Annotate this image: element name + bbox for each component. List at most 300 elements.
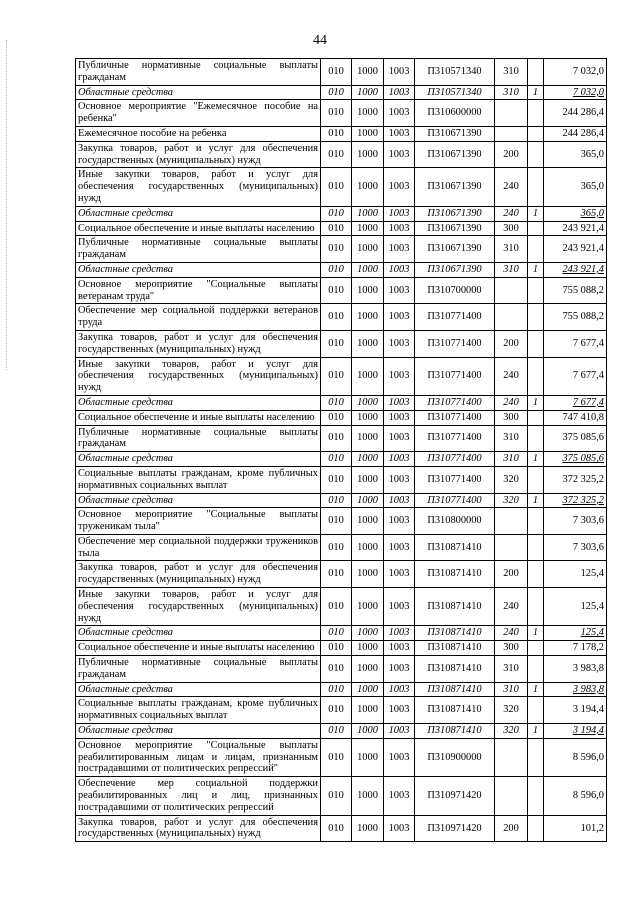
table-row (76, 738, 607, 776)
section-code: 1000 (352, 466, 384, 493)
amount: 125,4 (544, 561, 607, 588)
admin-code: 010 (321, 641, 352, 656)
table-row (76, 221, 607, 236)
amount: 375 085,6 (544, 425, 607, 452)
amount: 7 032,0 (544, 59, 607, 86)
amount: 7 303,6 (544, 508, 607, 535)
admin-code: 010 (321, 395, 352, 410)
section-code: 1000 (352, 141, 384, 168)
table-row (76, 126, 607, 141)
subsection-code: 1003 (384, 85, 415, 100)
table-row (76, 425, 607, 452)
amount: 3 983,8 (544, 656, 607, 683)
subsection-code: 1003 (384, 641, 415, 656)
target-article-code: П310771400 (415, 304, 495, 331)
expense-name: Закупка товаров, работ и услуг для обеспечения государственных (муниципальных) нужд (76, 330, 321, 357)
section-code: 1000 (352, 777, 384, 815)
table-row (76, 588, 607, 626)
expense-name: Областные средства (76, 682, 321, 697)
subsection-code: 1003 (384, 126, 415, 141)
expense-name: Закупка товаров, работ и услуг для обеспечения государственных (муниципальных) нужд (76, 815, 321, 842)
amount: 244 286,4 (544, 126, 607, 141)
table-row (76, 815, 607, 842)
admin-code: 010 (321, 85, 352, 100)
subsection-code: 1003 (384, 452, 415, 467)
admin-code: 010 (321, 330, 352, 357)
expense-name: Основное мероприятие "Социальные выплаты ветеранам труда" (76, 277, 321, 304)
expense-name: Ежемесячное пособие на ребенка (76, 126, 321, 141)
section-code: 1000 (352, 626, 384, 641)
section-code: 1000 (352, 561, 384, 588)
subsection-code: 1003 (384, 466, 415, 493)
table-row (76, 452, 607, 467)
admin-code: 010 (321, 236, 352, 263)
amount: 7 178,2 (544, 641, 607, 656)
table-row (76, 561, 607, 588)
table-row (76, 100, 607, 127)
expense-name: Публичные нормативные социальные выплаты гражданам (76, 425, 321, 452)
admin-code: 010 (321, 588, 352, 626)
funding-source-code: 1 (528, 85, 544, 100)
amount: 3 194,4 (544, 697, 607, 724)
funding-source-code (528, 410, 544, 425)
table-row (76, 262, 607, 277)
subsection-code: 1003 (384, 168, 415, 206)
table-row (76, 682, 607, 697)
subsection-code: 1003 (384, 277, 415, 304)
section-code: 1000 (352, 738, 384, 776)
expense-type-code: 240 (495, 626, 528, 641)
subsection-code: 1003 (384, 262, 415, 277)
admin-code: 010 (321, 262, 352, 277)
funding-source-code (528, 221, 544, 236)
funding-source-code (528, 277, 544, 304)
funding-source-code: 1 (528, 206, 544, 221)
target-article-code: П310871410 (415, 561, 495, 588)
admin-code: 010 (321, 168, 352, 206)
section-code: 1000 (352, 452, 384, 467)
expense-type-code: 200 (495, 141, 528, 168)
section-code: 1000 (352, 493, 384, 508)
section-code: 1000 (352, 682, 384, 697)
expense-name: Публичные нормативные социальные выплаты гражданам (76, 59, 321, 86)
target-article-code: П310771400 (415, 493, 495, 508)
funding-source-code (528, 126, 544, 141)
table-row (76, 59, 607, 86)
admin-code: 010 (321, 126, 352, 141)
expense-type-code: 200 (495, 330, 528, 357)
funding-source-code: 1 (528, 682, 544, 697)
funding-source-code (528, 777, 544, 815)
subsection-code: 1003 (384, 534, 415, 561)
expense-type-code: 200 (495, 561, 528, 588)
target-article-code: П310871410 (415, 656, 495, 683)
table-row (76, 626, 607, 641)
amount: 755 088,2 (544, 277, 607, 304)
subsection-code: 1003 (384, 425, 415, 452)
expense-type-code: 310 (495, 262, 528, 277)
target-article-code: П310771400 (415, 357, 495, 395)
expense-name: Обеспечение мер социальной поддержки реабилитированных лиц и лиц, признанных пострадавшими от политических репрессий (76, 777, 321, 815)
table-row (76, 641, 607, 656)
admin-code: 010 (321, 357, 352, 395)
target-article-code: П310800000 (415, 508, 495, 535)
section-code: 1000 (352, 641, 384, 656)
amount: 7 677,4 (544, 330, 607, 357)
subsection-code: 1003 (384, 588, 415, 626)
target-article-code: П310671390 (415, 126, 495, 141)
page-number: 44 (313, 33, 327, 48)
section-code: 1000 (352, 330, 384, 357)
funding-source-code (528, 656, 544, 683)
section-code: 1000 (352, 357, 384, 395)
funding-source-code: 1 (528, 493, 544, 508)
amount: 125,4 (544, 626, 607, 641)
expense-name: Закупка товаров, работ и услуг для обеспечения государственных (муниципальных) нужд (76, 141, 321, 168)
admin-code: 010 (321, 277, 352, 304)
admin-code: 010 (321, 493, 352, 508)
funding-source-code: 1 (528, 724, 544, 739)
subsection-code: 1003 (384, 738, 415, 776)
amount: 747 410,8 (544, 410, 607, 425)
subsection-code: 1003 (384, 330, 415, 357)
subsection-code: 1003 (384, 206, 415, 221)
expense-type-code (495, 534, 528, 561)
expense-name: Социальные выплаты гражданам, кроме публичных нормативных социальных выплат (76, 697, 321, 724)
expense-type-code: 240 (495, 168, 528, 206)
table-row (76, 534, 607, 561)
expense-type-code: 320 (495, 466, 528, 493)
subsection-code: 1003 (384, 304, 415, 331)
target-article-code: П310771400 (415, 410, 495, 425)
admin-code: 010 (321, 508, 352, 535)
budget-table (75, 58, 607, 842)
admin-code: 010 (321, 724, 352, 739)
admin-code: 010 (321, 221, 352, 236)
target-article-code: П310671390 (415, 168, 495, 206)
table-row (76, 656, 607, 683)
amount: 375 085,6 (544, 452, 607, 467)
subsection-code: 1003 (384, 724, 415, 739)
amount: 3 983,8 (544, 682, 607, 697)
funding-source-code (528, 697, 544, 724)
amount: 8 596,0 (544, 777, 607, 815)
target-article-code: П310971420 (415, 777, 495, 815)
target-article-code: П310871410 (415, 588, 495, 626)
expense-type-code: 310 (495, 452, 528, 467)
section-code: 1000 (352, 410, 384, 425)
expense-type-code: 310 (495, 425, 528, 452)
expense-type-code: 310 (495, 682, 528, 697)
subsection-code: 1003 (384, 682, 415, 697)
subsection-code: 1003 (384, 236, 415, 263)
funding-source-code (528, 141, 544, 168)
target-article-code: П310771400 (415, 395, 495, 410)
admin-code: 010 (321, 141, 352, 168)
table-row (76, 724, 607, 739)
funding-source-code (528, 561, 544, 588)
expense-name: Иные закупки товаров, работ и услуг для обеспечения государственных (муниципальных) нужд (76, 357, 321, 395)
subsection-code: 1003 (384, 100, 415, 127)
section-code: 1000 (352, 425, 384, 452)
admin-code: 010 (321, 656, 352, 683)
section-code: 1000 (352, 395, 384, 410)
admin-code: 010 (321, 59, 352, 86)
admin-code: 010 (321, 452, 352, 467)
target-article-code: П310871410 (415, 682, 495, 697)
expense-name: Обеспечение мер социальной поддержки ветеранов труда (76, 304, 321, 331)
target-article-code: П310871410 (415, 724, 495, 739)
target-article-code: П310871410 (415, 626, 495, 641)
table-row (76, 508, 607, 535)
amount: 3 194,4 (544, 724, 607, 739)
target-article-code: П310971420 (415, 815, 495, 842)
subsection-code: 1003 (384, 410, 415, 425)
expense-name: Областные средства (76, 395, 321, 410)
admin-code: 010 (321, 777, 352, 815)
amount: 372 325,2 (544, 493, 607, 508)
target-article-code: П310900000 (415, 738, 495, 776)
amount: 365,0 (544, 168, 607, 206)
expense-type-code (495, 508, 528, 535)
subsection-code: 1003 (384, 493, 415, 508)
amount: 243 921,4 (544, 236, 607, 263)
subsection-code: 1003 (384, 777, 415, 815)
target-article-code: П310700000 (415, 277, 495, 304)
section-code: 1000 (352, 262, 384, 277)
admin-code: 010 (321, 425, 352, 452)
table-row (76, 697, 607, 724)
expense-name: Публичные нормативные социальные выплаты гражданам (76, 656, 321, 683)
section-code: 1000 (352, 508, 384, 535)
amount: 244 286,4 (544, 100, 607, 127)
expense-type-code: 300 (495, 641, 528, 656)
funding-source-code: 1 (528, 262, 544, 277)
expense-type-code (495, 738, 528, 776)
admin-code: 010 (321, 738, 352, 776)
table-row (76, 304, 607, 331)
expense-name: Обеспечение мер социальной поддержки тружеников тыла (76, 534, 321, 561)
expense-type-code: 240 (495, 206, 528, 221)
section-code: 1000 (352, 236, 384, 263)
subsection-code: 1003 (384, 656, 415, 683)
admin-code: 010 (321, 561, 352, 588)
amount: 243 921,4 (544, 221, 607, 236)
funding-source-code (528, 330, 544, 357)
funding-source-code (528, 738, 544, 776)
funding-source-code (528, 534, 544, 561)
subsection-code: 1003 (384, 357, 415, 395)
target-article-code: П310671390 (415, 262, 495, 277)
target-article-code: П310871410 (415, 534, 495, 561)
section-code: 1000 (352, 656, 384, 683)
funding-source-code (528, 168, 544, 206)
section-code: 1000 (352, 126, 384, 141)
section-code: 1000 (352, 724, 384, 739)
expense-type-code: 240 (495, 357, 528, 395)
funding-source-code (528, 59, 544, 86)
expense-name: Основное мероприятие "Ежемесячное пособие на ребенка" (76, 100, 321, 127)
target-article-code: П310671390 (415, 206, 495, 221)
expense-type-code (495, 126, 528, 141)
admin-code: 010 (321, 815, 352, 842)
expense-name: Областные средства (76, 493, 321, 508)
expense-type-code: 300 (495, 221, 528, 236)
table-row (76, 330, 607, 357)
admin-code: 010 (321, 304, 352, 331)
target-article-code: П310571340 (415, 85, 495, 100)
expense-type-code: 310 (495, 656, 528, 683)
target-article-code: П310771400 (415, 425, 495, 452)
funding-source-code: 1 (528, 395, 544, 410)
target-article-code: П310771400 (415, 466, 495, 493)
admin-code: 010 (321, 534, 352, 561)
section-code: 1000 (352, 815, 384, 842)
table-row (76, 493, 607, 508)
target-article-code: П310771400 (415, 330, 495, 357)
expense-type-code (495, 304, 528, 331)
funding-source-code (528, 357, 544, 395)
funding-source-code (528, 466, 544, 493)
subsection-code: 1003 (384, 815, 415, 842)
subsection-code: 1003 (384, 221, 415, 236)
expense-name: Иные закупки товаров, работ и услуг для обеспечения государственных (муниципальных) нужд (76, 168, 321, 206)
expense-name: Основное мероприятие "Социальные выплаты труженикам тыла" (76, 508, 321, 535)
expense-name: Социальные выплаты гражданам, кроме публичных нормативных социальных выплат (76, 466, 321, 493)
amount: 755 088,2 (544, 304, 607, 331)
target-article-code: П310871410 (415, 697, 495, 724)
expense-name: Социальное обеспечение и иные выплаты населению (76, 410, 321, 425)
amount: 8 596,0 (544, 738, 607, 776)
funding-source-code (528, 425, 544, 452)
funding-source-code: 1 (528, 452, 544, 467)
target-article-code: П310671390 (415, 141, 495, 168)
margin-marks (6, 40, 9, 370)
section-code: 1000 (352, 304, 384, 331)
expense-name: Основное мероприятие "Социальные выплаты реабилитированным лицам и лицам, признанным пострадавшими от политических репрессий" (76, 738, 321, 776)
admin-code: 010 (321, 682, 352, 697)
expense-type-code: 320 (495, 493, 528, 508)
amount: 7 677,4 (544, 357, 607, 395)
expense-type-code: 310 (495, 59, 528, 86)
subsection-code: 1003 (384, 508, 415, 535)
target-article-code: П310671390 (415, 221, 495, 236)
subsection-code: 1003 (384, 59, 415, 86)
amount: 372 325,2 (544, 466, 607, 493)
subsection-code: 1003 (384, 395, 415, 410)
expense-name: Публичные нормативные социальные выплаты гражданам (76, 236, 321, 263)
target-article-code: П310600000 (415, 100, 495, 127)
target-article-code: П310671390 (415, 236, 495, 263)
target-article-code: П310571340 (415, 59, 495, 86)
expense-name: Закупка товаров, работ и услуг для обеспечения государственных (муниципальных) нужд (76, 561, 321, 588)
expense-name: Иные закупки товаров, работ и услуг для обеспечения государственных (муниципальных) нужд (76, 588, 321, 626)
funding-source-code (528, 641, 544, 656)
funding-source-code (528, 100, 544, 127)
table-row (76, 236, 607, 263)
amount: 7 677,4 (544, 395, 607, 410)
amount: 243 921,4 (544, 262, 607, 277)
section-code: 1000 (352, 534, 384, 561)
expense-name: Областные средства (76, 85, 321, 100)
subsection-code: 1003 (384, 561, 415, 588)
funding-source-code: 1 (528, 626, 544, 641)
subsection-code: 1003 (384, 626, 415, 641)
expense-type-code: 240 (495, 588, 528, 626)
amount: 365,0 (544, 141, 607, 168)
expense-name: Социальное обеспечение и иные выплаты населению (76, 221, 321, 236)
subsection-code: 1003 (384, 141, 415, 168)
admin-code: 010 (321, 100, 352, 127)
table-row (76, 168, 607, 206)
expense-type-code: 310 (495, 236, 528, 263)
amount: 101,2 (544, 815, 607, 842)
table-row (76, 777, 607, 815)
expense-type-code (495, 777, 528, 815)
expense-type-code: 200 (495, 815, 528, 842)
section-code: 1000 (352, 221, 384, 236)
expense-type-code: 320 (495, 724, 528, 739)
expense-name: Областные средства (76, 452, 321, 467)
section-code: 1000 (352, 206, 384, 221)
table-row (76, 357, 607, 395)
amount: 125,4 (544, 588, 607, 626)
admin-code: 010 (321, 410, 352, 425)
section-code: 1000 (352, 697, 384, 724)
expense-type-code (495, 277, 528, 304)
target-article-code: П310871410 (415, 641, 495, 656)
amount: 7 303,6 (544, 534, 607, 561)
target-article-code: П310771400 (415, 452, 495, 467)
funding-source-code (528, 304, 544, 331)
section-code: 1000 (352, 100, 384, 127)
table-row (76, 206, 607, 221)
admin-code: 010 (321, 466, 352, 493)
expense-type-code: 300 (495, 410, 528, 425)
table-row (76, 395, 607, 410)
funding-source-code (528, 815, 544, 842)
admin-code: 010 (321, 626, 352, 641)
table-row (76, 277, 607, 304)
admin-code: 010 (321, 206, 352, 221)
expense-name: Областные средства (76, 626, 321, 641)
funding-source-code (528, 588, 544, 626)
expense-type-code (495, 100, 528, 127)
table-row (76, 410, 607, 425)
expense-name: Областные средства (76, 724, 321, 739)
table-row (76, 85, 607, 100)
funding-source-code (528, 508, 544, 535)
expense-name: Социальное обеспечение и иные выплаты населению (76, 641, 321, 656)
subsection-code: 1003 (384, 697, 415, 724)
amount: 7 032,0 (544, 85, 607, 100)
amount: 365,0 (544, 206, 607, 221)
expense-type-code: 240 (495, 395, 528, 410)
table-body (76, 59, 607, 842)
section-code: 1000 (352, 168, 384, 206)
section-code: 1000 (352, 59, 384, 86)
admin-code: 010 (321, 697, 352, 724)
section-code: 1000 (352, 85, 384, 100)
funding-source-code (528, 236, 544, 263)
expense-type-code: 310 (495, 85, 528, 100)
section-code: 1000 (352, 588, 384, 626)
table-row (76, 466, 607, 493)
expense-name: Областные средства (76, 262, 321, 277)
section-code: 1000 (352, 277, 384, 304)
expense-type-code: 320 (495, 697, 528, 724)
expense-name: Областные средства (76, 206, 321, 221)
